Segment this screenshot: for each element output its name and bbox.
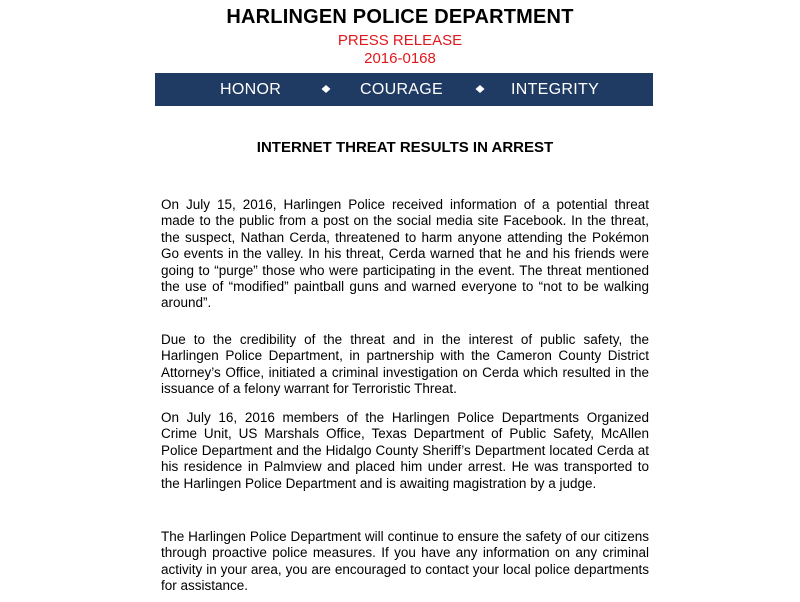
diamond-divider-icon [475,84,485,94]
release-paragraph: The Harlingen Police Department will continue to ensure the safety of our citizens through proactive police measures. If you have any information on any criminal activity in your area, you are encouraged to contact your local police departments for assistance. [161,529,649,594]
release-number: 2016-0168 [364,50,436,67]
release-paragraph: On July 16, 2016 members of the Harlingen Police Departments Organized Crime Unit, US Marshals Office, Texas Department of Public Safety, McAllen Police Department and the Hidalgo County Sheriff’s Department located Cerda at his residence in Palmview and placed him under arrest. He was transported to the Harlingen Police Department and is awaiting magistration by a judge. [161,410,649,491]
value-honor: HONOR [220,81,282,98]
value-integrity: INTEGRITY [511,81,600,98]
values-banner [155,73,653,106]
release-paragraph: Due to the credibility of the threat and in the interest of public safety, the Harlingen Police Department, in partnership with the Cameron County District Attorney’s Office, initiated a criminal investigation on Cerda which resulted in the issuance of a felony warrant for Terroristic Threat. [161,332,649,397]
press-release-label: PRESS RELEASE [337,32,463,49]
department-title: HARLINGEN POLICE DEPARTMENT [226,6,574,28]
diamond-divider-icon [321,84,331,94]
value-courage: COURAGE [360,81,443,98]
release-paragraph: On July 15, 2016, Harlingen Police received information of a potential threat made to the public from a post on the social media site Facebook. In the threat, the suspect, Nathan Cerda, threatened to harm anyone attending the Pokémon Go events in the valley. In his threat, Cerda warned that he and his friends were going to “purge” those who were participating in the event. The threat mentioned the use of “modified” paintball guns and warned everyone to “not to be walking around”. [161,197,649,311]
release-title: INTERNET THREAT RESULTS IN ARREST [256,139,554,156]
